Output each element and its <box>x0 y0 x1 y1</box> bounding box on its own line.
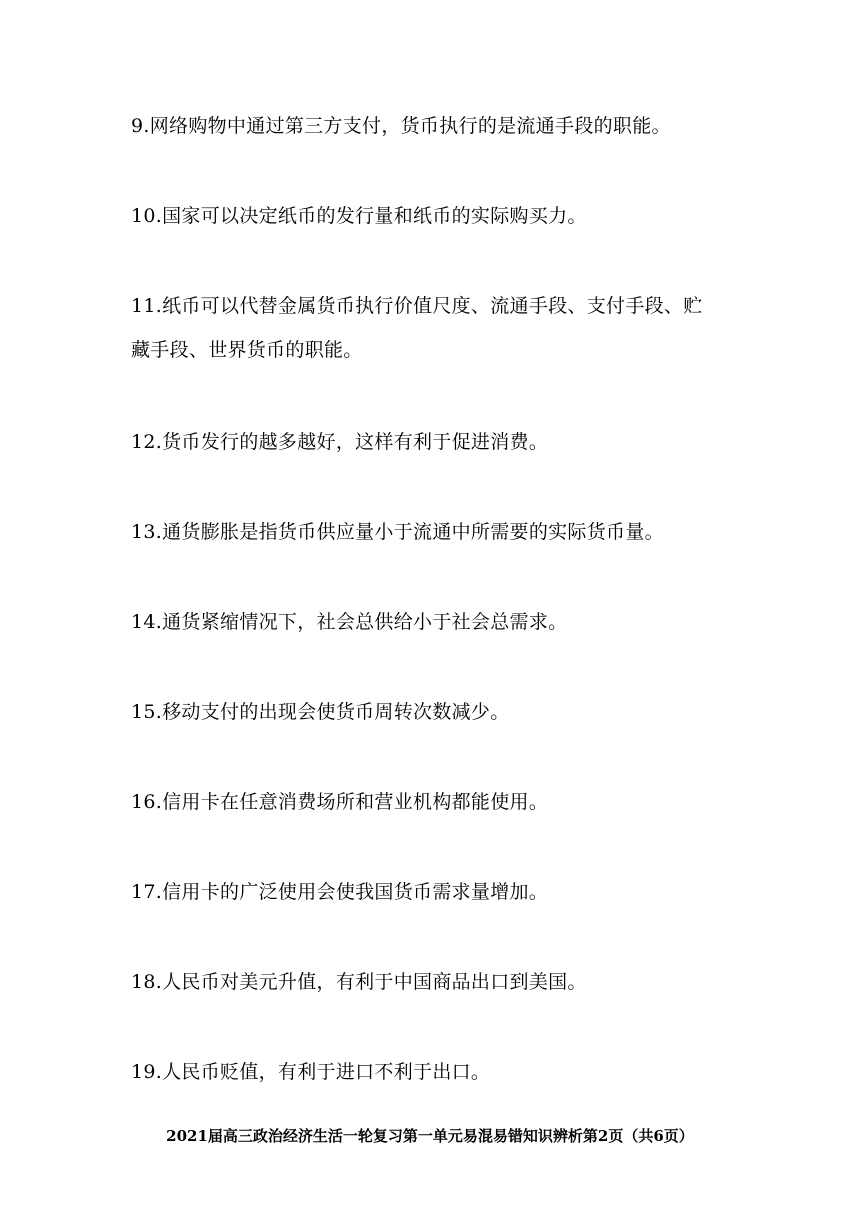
statement-line: 17.信用卡的广泛使用会使我国货币需求量增加。 <box>131 881 549 903</box>
statement-line: 10.国家可以决定纸币的发行量和纸币的实际购买力。 <box>131 205 587 227</box>
statement-10 <box>131 194 741 238</box>
statement-15 <box>131 690 741 734</box>
statement-line: 12.货币发行的越多越好，这样有利于促进消费。 <box>131 431 549 453</box>
statement-19 <box>131 1050 741 1094</box>
statement-line: 15.移动支付的出现会使货币周转次数减少。 <box>131 701 510 723</box>
statement-line: 18.人民币对美元升值，有利于中国商品出口到美国。 <box>131 971 587 993</box>
statement-line: 14.通货紧缩情况下，社会总供给小于社会总需求。 <box>131 611 568 633</box>
statement-line: 9.网络购物中通过第三方支付，货币执行的是流通手段的职能。 <box>131 115 671 137</box>
statement-17 <box>131 870 741 914</box>
statement-line: 藏手段、世界货币的职能。 <box>131 339 363 361</box>
statement-18 <box>131 960 741 1004</box>
statement-line: 13.通货膨胀是指货币供应量小于流通中所需要的实际货币量。 <box>131 521 664 543</box>
page-footer: 2021届高三政治经济生活一轮复习第一单元易混易错知识辨析第2页（共6页） <box>166 1127 694 1145</box>
statement-14 <box>131 600 741 644</box>
statement-11 <box>131 284 741 372</box>
statement-line: 16.信用卡在任意消费场所和营业机构都能使用。 <box>131 791 549 813</box>
statement-line: 11.纸币可以代替金属货币执行价值尺度、流通手段、支付手段、贮 <box>131 295 703 317</box>
statement-16 <box>131 780 741 824</box>
statement-line: 19.人民币贬值，有利于进口不利于出口。 <box>131 1061 491 1083</box>
statement-9 <box>131 104 741 148</box>
statement-12 <box>131 420 741 464</box>
statement-13 <box>131 510 741 554</box>
